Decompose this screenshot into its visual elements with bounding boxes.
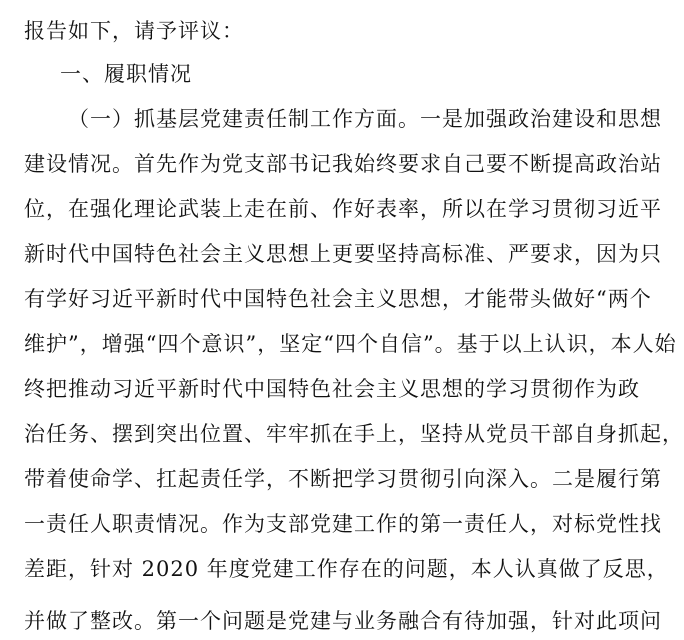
text-line: 带着使命学、扛起责任学，不断把学习贯彻引向深入。二是履行第	[24, 467, 662, 491]
text-line: 治任务、摆到突出位置、牢牢抓在手上，坚持从党员干部自身抓起，	[24, 422, 684, 446]
text-line: 一责任人职责情况。作为支部党建工作的第一责任人，对标党性找	[24, 512, 662, 536]
text-line: 位，在强化理论武装上走在前、作好表率，所以在学习贯彻习近平	[24, 197, 662, 221]
section-heading: 一、履职情况	[60, 62, 192, 86]
text-line: 建设情况。首先作为党支部书记我始终要求自己要不断提高政治站	[24, 152, 662, 176]
text-line: 新时代中国特色社会主义思想上更要坚持高标准、严要求，因为只	[24, 242, 662, 266]
text-line: 终把推动习近平新时代中国特色社会主义思想的学习贯彻作为政	[24, 377, 640, 401]
text-line-paragraph-start: （一）抓基层党建责任制工作方面。一是加强政治建设和思想	[68, 107, 662, 131]
text-line: 差距，针对 2020 年度党建工作存在的问题，本人认真做了反思，	[24, 557, 669, 581]
text-line-next-page: 并做了整改。第一个问题是党建与业务融合有待加强，针对此项问	[24, 609, 662, 633]
text-line: 维护”，增强“四个意识”，坚定“四个自信”。基于以上认识，本人始	[24, 332, 677, 356]
text-line-intro: 报告如下，请予评议：	[24, 19, 244, 43]
text-line: 有学好习近平新时代中国特色社会主义思想，才能带头做好“两个	[24, 287, 652, 311]
